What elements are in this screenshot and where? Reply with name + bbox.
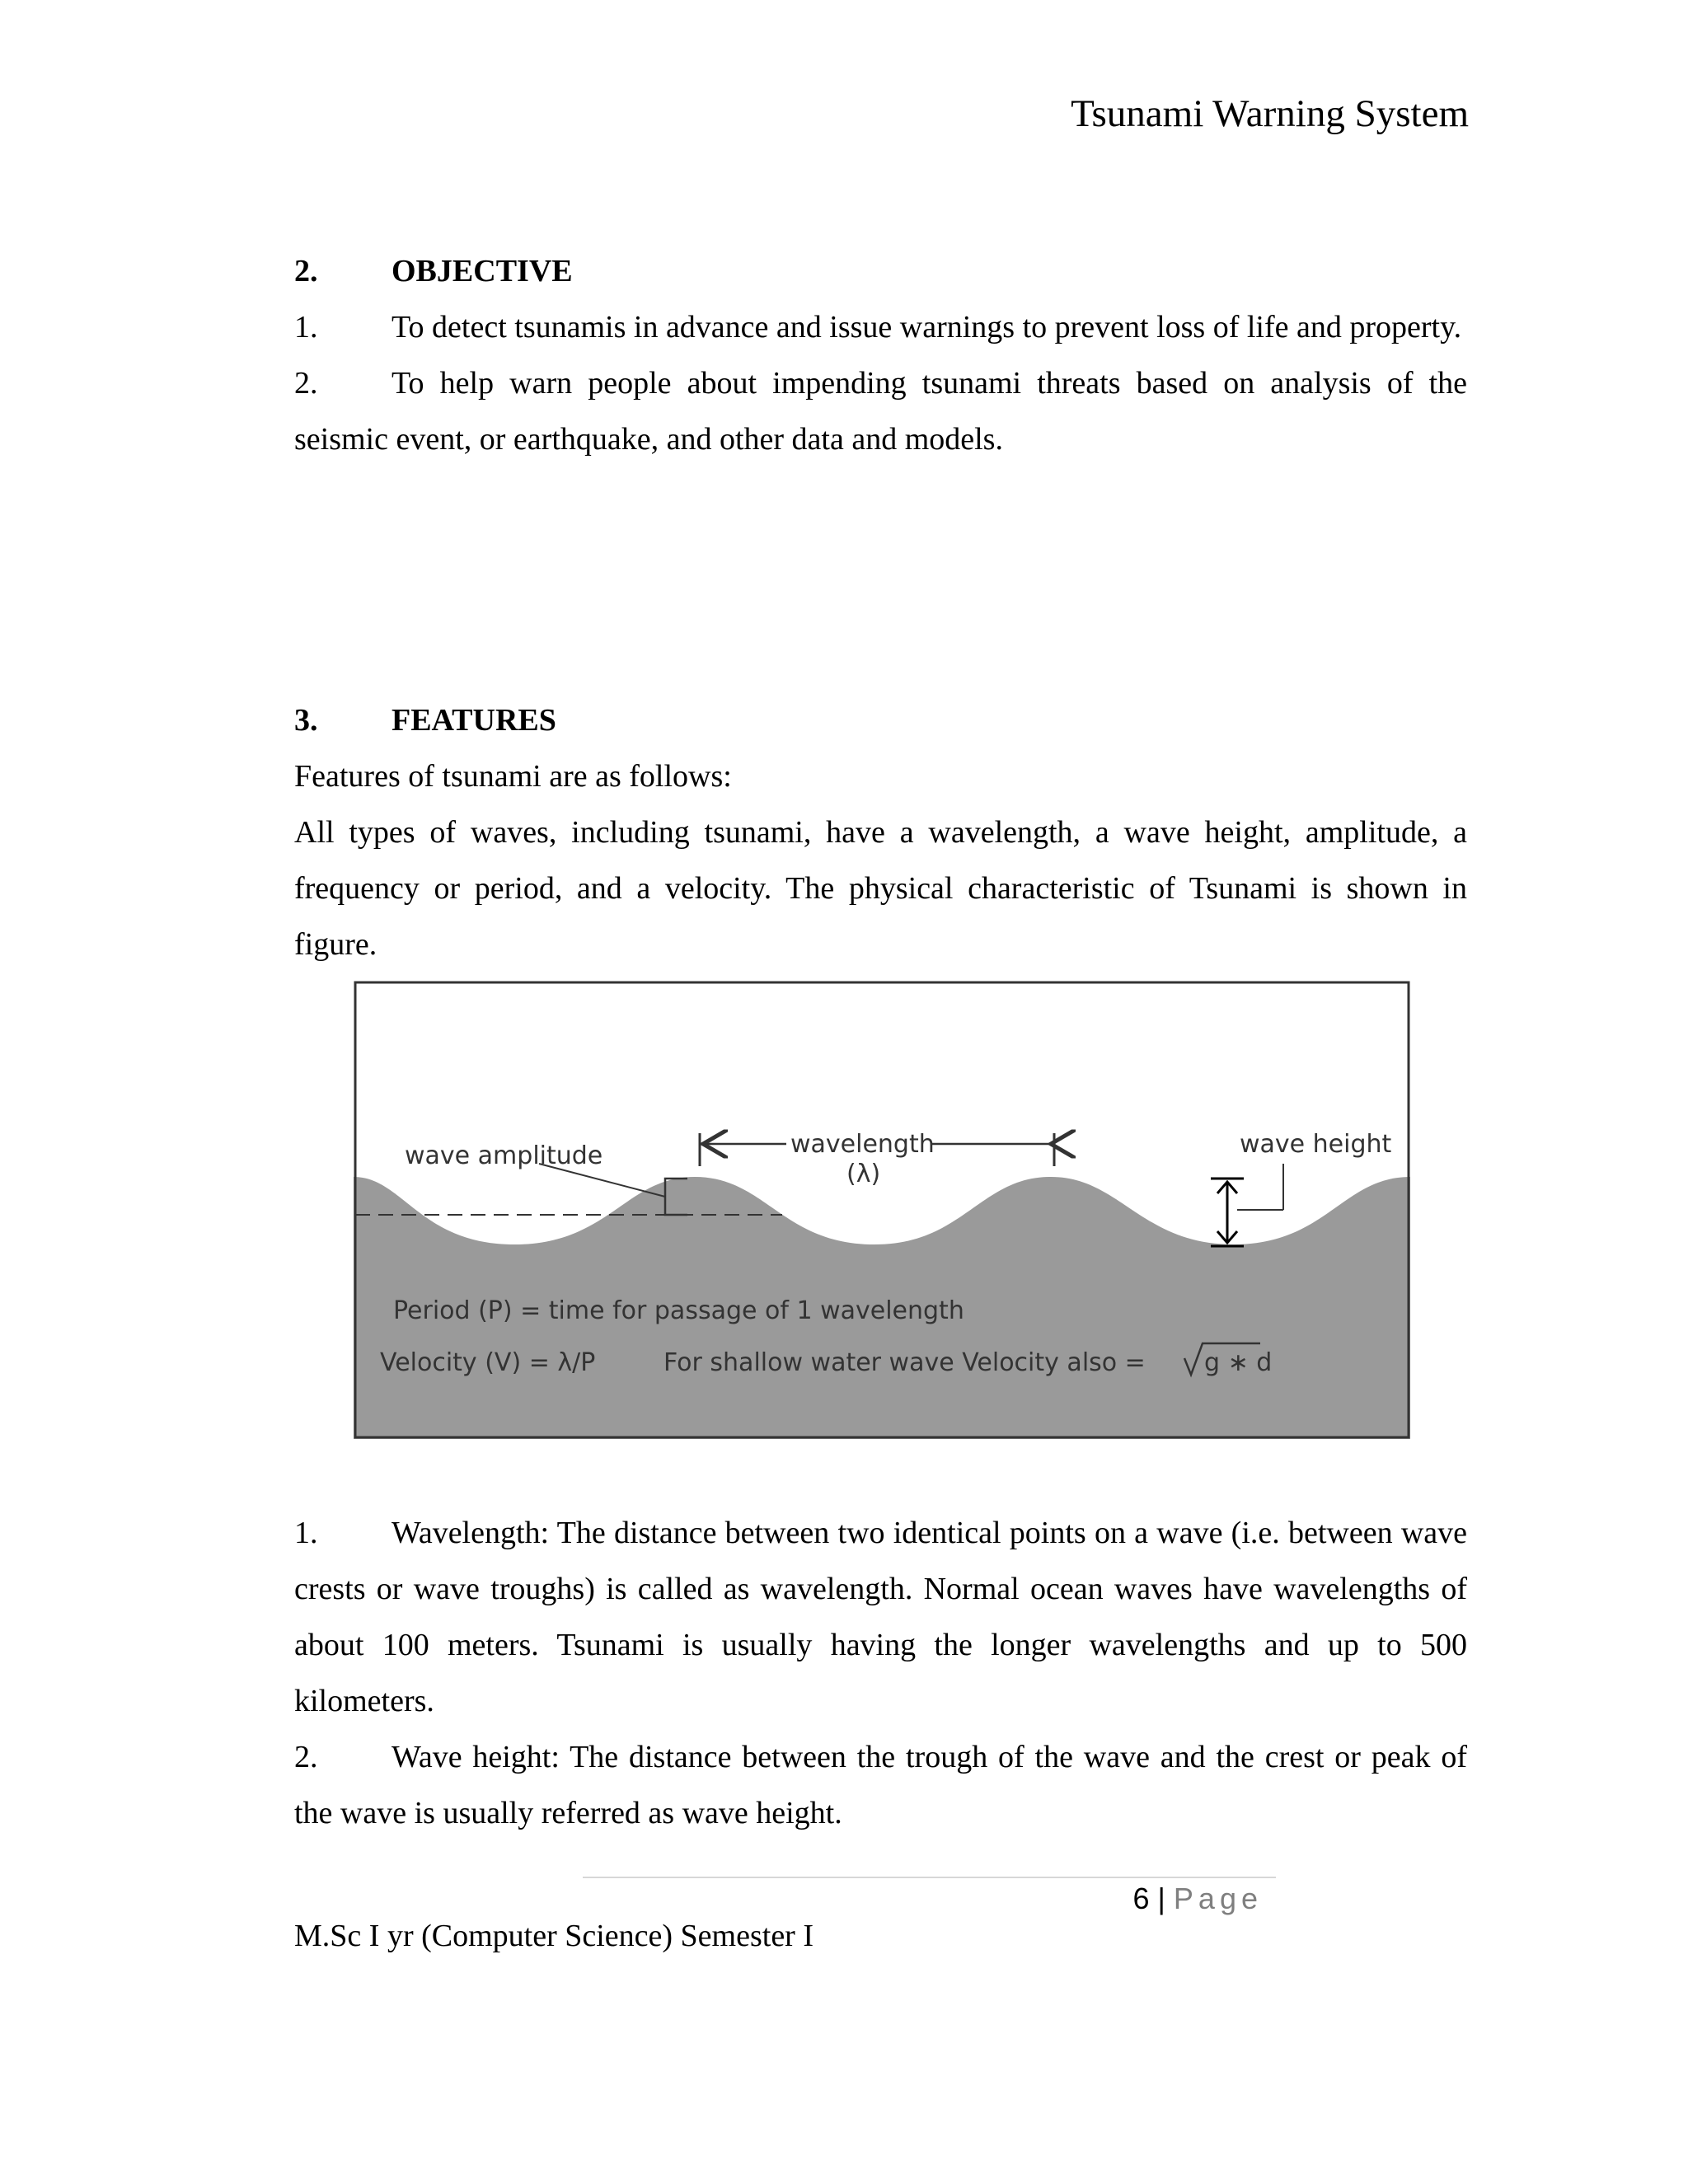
features-list [294, 1505, 1467, 1841]
wave-characteristics-figure [354, 981, 1410, 1439]
feature-item [294, 1729, 1467, 1841]
amplitude-label: wave amplitude [405, 1141, 603, 1170]
velocity-formula: Velocity (V) = λ/P [380, 1348, 596, 1377]
objective-list [294, 299, 1467, 467]
features-heading [294, 692, 556, 748]
item-number: 2. [294, 1740, 318, 1774]
feature-item [294, 1505, 1467, 1729]
section-title: FEATURES [392, 703, 556, 738]
shallow-velocity-formula: For shallow water wave Velocity also = [663, 1348, 1146, 1377]
wave-height-label: wave height [1240, 1130, 1392, 1159]
item-number: 1. [294, 310, 318, 344]
item-text: To detect tsunamis in advance and issue warnings to prevent loss of life and property. [392, 310, 1462, 344]
objective-heading [294, 243, 573, 299]
item-text: Wavelength: The distance between two identical points on a wave (i.e. between wave crests or wave troughs) is called as wavelength. Normal ocean waves have wavelengths of about 100 meters. Tsunami is usually having the longer wavelengths and up to 500 kilometers. [294, 1516, 1467, 1718]
section-number: 3. [294, 703, 318, 738]
item-number: 1. [294, 1516, 318, 1550]
wavelength-label: wavelength [790, 1130, 935, 1159]
objective-item [294, 355, 1467, 467]
sqrt-radicand: g ∗ d [1204, 1348, 1273, 1377]
lambda-label: (λ) [846, 1160, 881, 1188]
course-footer: M.Sc I yr (Computer Science) Semester I [294, 1919, 814, 1953]
features-body: All types of waves, including tsunami, have a wavelength, a wave height, amplitude, a frequency or period, and a velocity. The physical characteristic of Tsunami is shown in figure. [294, 815, 1467, 962]
period-formula: Period (P) = time for passage of 1 wavelength [393, 1296, 964, 1325]
section-title: OBJECTIVE [392, 254, 573, 288]
section-number: 2. [294, 254, 318, 288]
wave-diagram [354, 981, 1410, 1439]
item-number: 2. [294, 366, 318, 401]
page-number-separator: | [1157, 1882, 1165, 1915]
running-title: Tsunami Warning System [1071, 92, 1469, 135]
objective-item [294, 299, 1467, 355]
page-word: Page [1173, 1882, 1263, 1915]
item-text: Wave height: The distance between the trough of the wave and the crest or peak of the wave is usually referred as wave height. [294, 1740, 1467, 1830]
features-intro: Features of tsunami are as follows: [294, 759, 732, 794]
item-text: To help warn people about impending tsunami threats based on analysis of the seismic event, or earthquake, and other data and models. [294, 366, 1467, 457]
page-number [1133, 1881, 1264, 1916]
page-number-value: 6 [1132, 1882, 1150, 1915]
footer-divider [583, 1877, 1276, 1878]
